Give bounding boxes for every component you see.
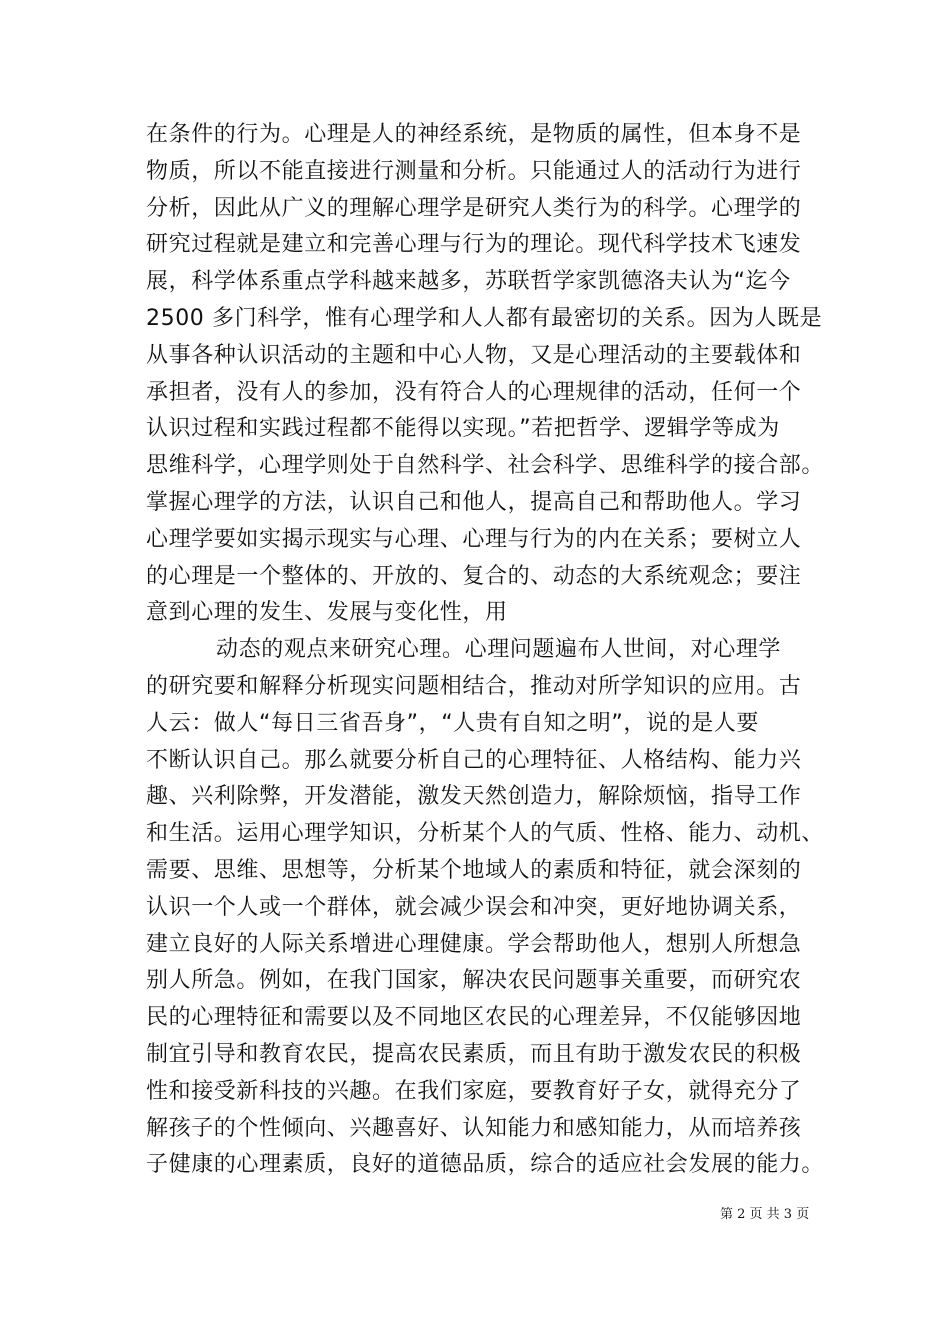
text-line: 解孩子的个性倾向、兴趣喜好、认知能力和感知能力，从而培养孩 [146, 1115, 802, 1141]
text-line: 和生活。运用心理学知识，分析某个人的气质、性格、能力、动机、 [146, 821, 825, 847]
text-line: 认识一个人或一个群体，就会减少误会和冲突，更好地协调关系， [146, 894, 802, 920]
text-line: 需要、思维、思想等，分析某个地域人的素质和特征，就会深刻的 [146, 857, 802, 883]
body-text [146, 117, 826, 1184]
text-line: 不断认识自己。那么就要分析自己的心理特征、人格结构、能力兴 [146, 747, 802, 773]
text-line: 的心理是一个整体的、开放的、复合的、动态的大系统观念；要注 [146, 563, 802, 589]
text-line: 意到心理的发生、发展与变化性，用 [146, 600, 508, 626]
text-line: 思维科学，心理学则处于自然科学、社会科学、思维科学的接合部。 [146, 453, 825, 479]
text-line: 从事各种认识活动的主题和中心人物，又是心理活动的主要载体和 [146, 342, 802, 368]
text-line: 性和接受新科技的兴趣。在我们家庭，要教育好子女，就得充分了 [146, 1078, 802, 1104]
text-line: 建立良好的人际关系增进心理健康。学会帮助他人，想别人所想急 [146, 931, 802, 957]
text-line: 掌握心理学的方法，认识自己和他人，提高自己和帮助他人。学习 [146, 489, 802, 515]
text-line: 分析，因此从广义的理解心理学是研究人类行为的科学。心理学的 [146, 195, 802, 221]
text-line: 2500 多门科学，惟有心理学和人人都有最密切的关系。因为人既是 [146, 305, 823, 331]
text-line: 趣、兴利除弊，开发潜能，激发天然创造力，解除烦恼，指导工作 [146, 784, 802, 810]
text-line: 物质，所以不能直接进行测量和分析。只能通过人的活动行为进行 [146, 158, 802, 184]
text-line: 心理学要如实揭示现实与心理、心理与行为的内在关系；要树立人 [146, 526, 802, 552]
text-line: 人云：做人“每日三省吾身”，“人贵有自知之明”，说的是人要 [146, 710, 759, 736]
text-line: 认识过程和实践过程都不能得以实现。”若把哲学、逻辑学等成为 [146, 416, 780, 442]
text-line: 研究过程就是建立和完善心理与行为的理论。现代科学技术飞速发 [146, 232, 802, 258]
text-line: 的研究要和解释分析现实问题相结合，推动对所学知识的应用。古 [146, 673, 802, 699]
text-line: 制宜引导和教育农民，提高农民素质，而且有助于激发农民的积极 [146, 1041, 802, 1067]
text-line: 展，科学体系重点学科越来越多，苏联哲学家凯德洛夫认为“迄今 [146, 269, 791, 295]
text-line: 民的心理特征和需要以及不同地区农民的心理差异，不仅能够因地 [146, 1005, 802, 1031]
text-line: 在条件的行为。心理是人的神经系统，是物质的属性，但本身不是 [146, 122, 802, 147]
paragraph-start-line: 动态的观点来研究心理。心理问题遍布人世间，对心理学 [216, 637, 782, 663]
text-line: 子健康的心理素质，良好的道德品质，综合的适应社会发展的能力。 [146, 1152, 825, 1178]
page-number: 第 2 页 共 3 页 [720, 1207, 810, 1222]
text-line: 别人所急。例如，在我门国家，解决农民问题事关重要，而研究农 [146, 968, 802, 994]
text-line: 承担者，没有人的参加，没有符合人的心理规律的活动，任何一个 [146, 379, 802, 405]
